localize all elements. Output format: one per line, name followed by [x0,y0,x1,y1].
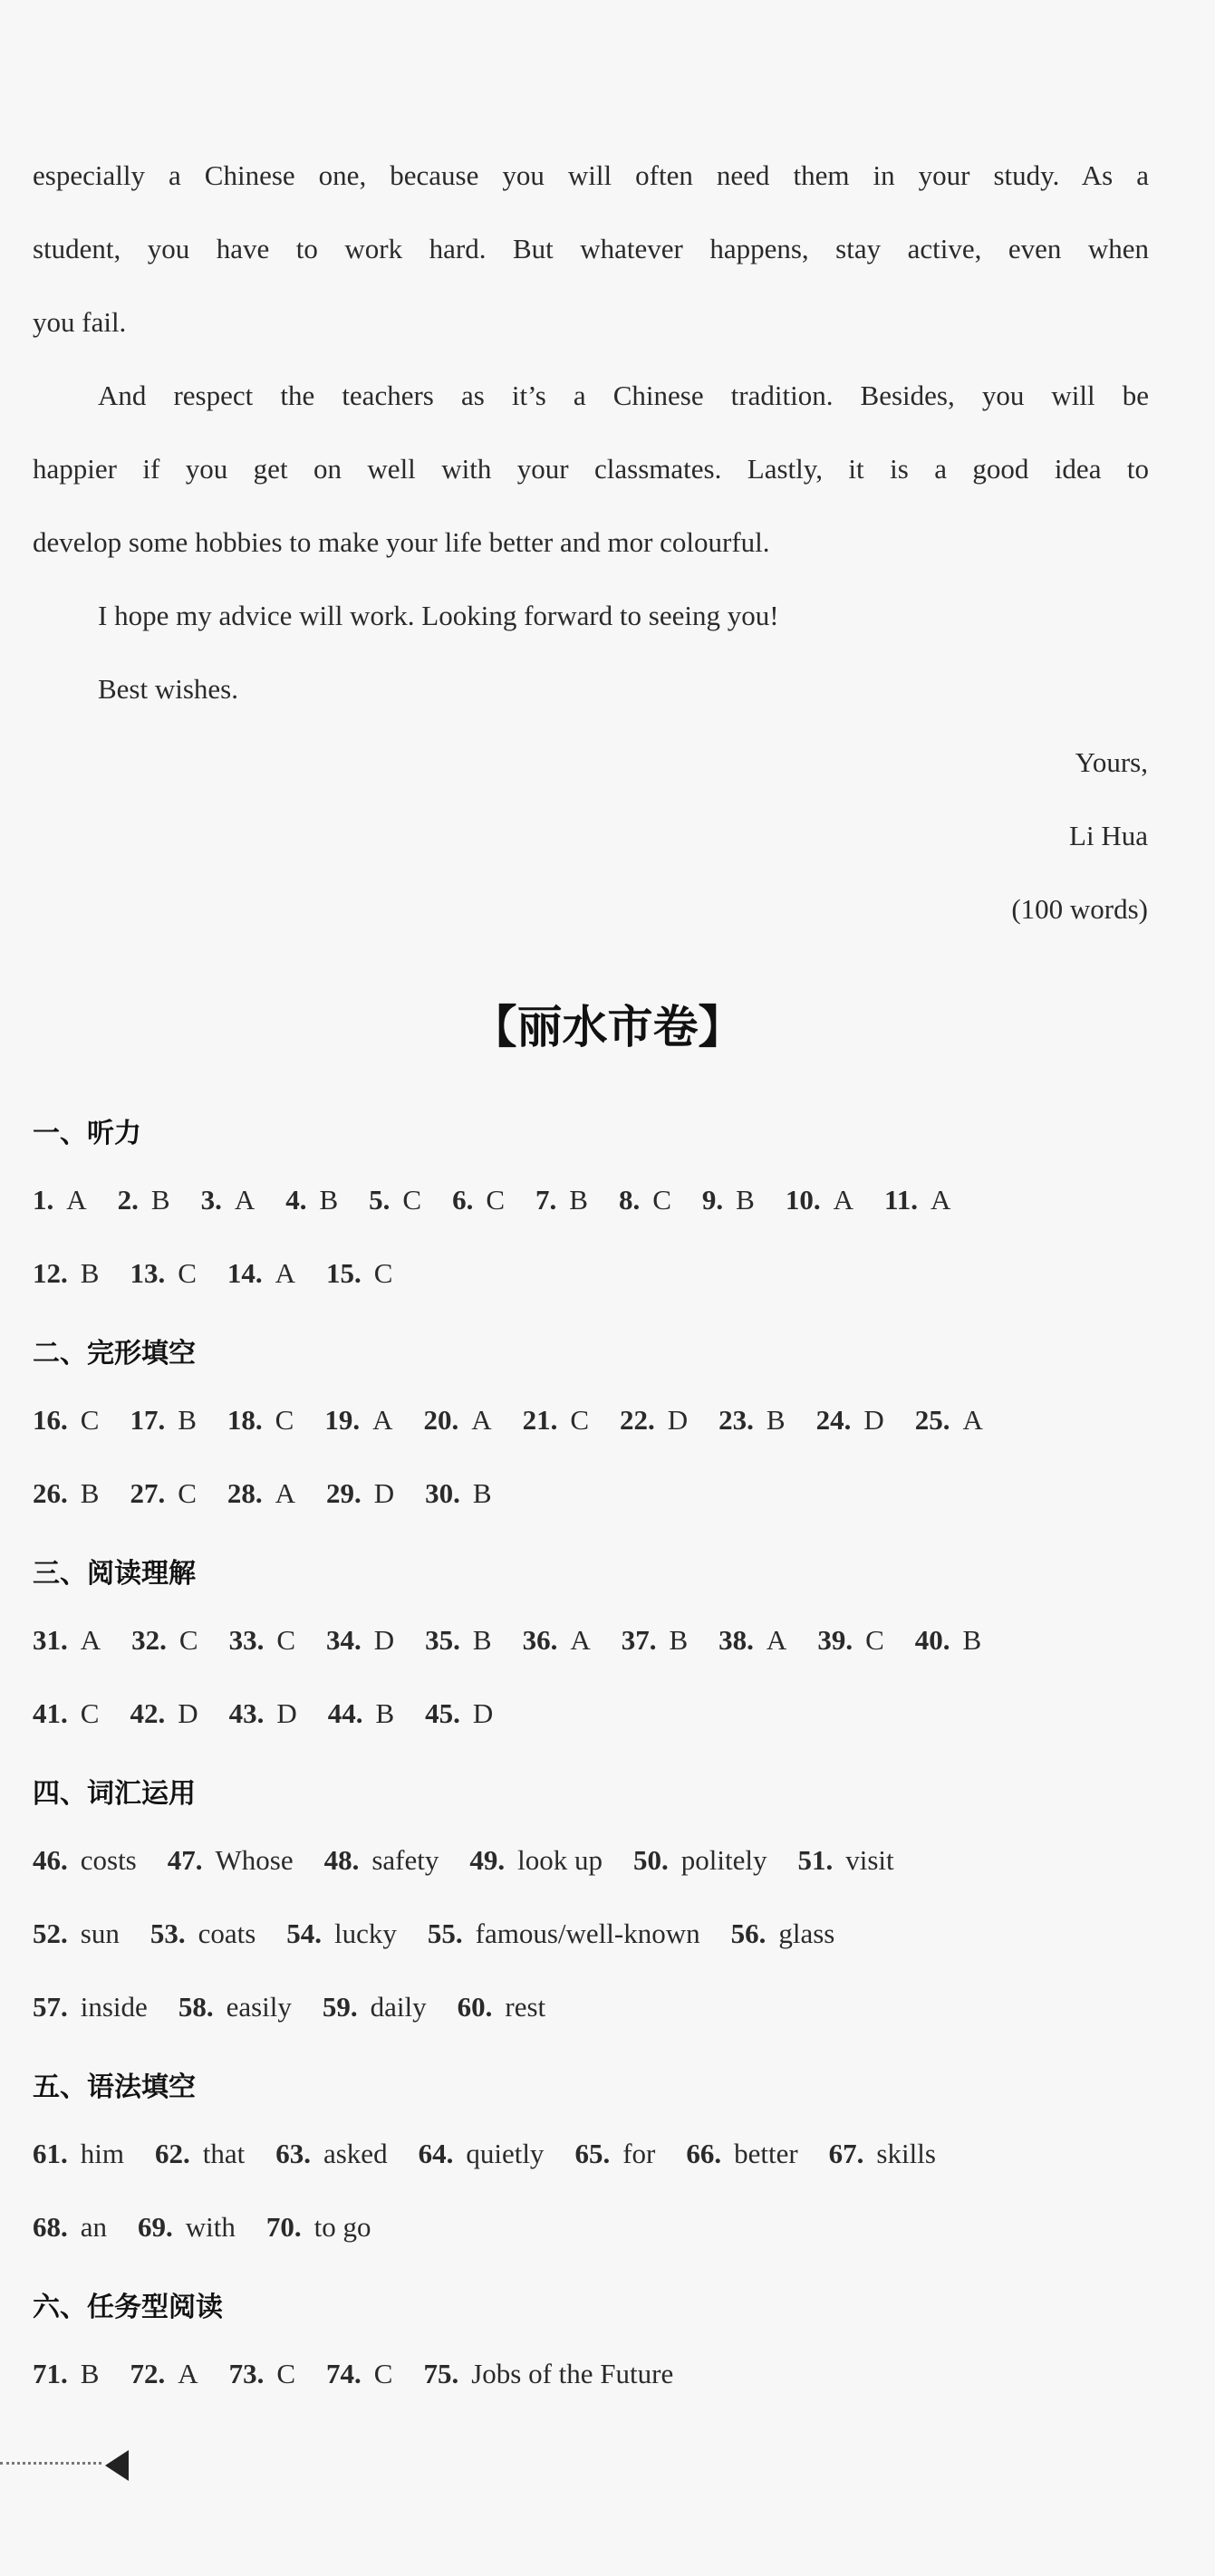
section-heading: 一、听力 [33,1118,141,1149]
letter-line-1: especially a Chinese one, because you will often need them in your study. As a [33,159,1149,191]
question-number: 28. [227,1477,263,1509]
question-number: 3. [200,1184,222,1216]
question-number: 18. [227,1404,263,1436]
question-number: 42. [130,1697,166,1729]
answer-item [323,1991,427,2023]
answer-item [138,2211,236,2244]
answer-value: to go [313,2211,371,2243]
answer-value: A [234,1184,256,1216]
section-heading: 六、任务型阅读 [33,2292,223,2323]
answer-item [884,1184,950,1216]
letter-closing: Yours, [1075,746,1148,778]
question-number: 36. [522,1624,558,1656]
answer-item [369,1184,421,1216]
question-number: 21. [522,1404,558,1436]
answer-item [324,1404,392,1437]
answer-value: A [66,1184,87,1216]
answer-value: B [472,1477,492,1509]
answer-item [227,1477,295,1510]
question-number: 65. [574,2138,611,2169]
answer-row [33,2211,402,2244]
answer-value: D [178,1697,198,1729]
answer-item [33,1624,101,1657]
question-number: 22. [620,1404,655,1436]
answer-item [130,1697,198,1730]
answer-value: for [622,2138,656,2169]
answer-value: A [931,1184,951,1216]
question-number: 33. [228,1624,265,1656]
answer-row [33,1184,981,1216]
question-number: 31. [33,1624,68,1656]
answer-item [227,1404,294,1437]
question-number: 53. [149,1918,186,1949]
answer-value: Jobs of the Future [471,2358,674,2389]
answer-row [33,1477,523,1510]
question-number: 67. [828,2138,864,2169]
question-number: 19. [324,1404,361,1436]
answer-item [686,2138,797,2170]
answer-row [33,1404,1014,1437]
question-number: 69. [138,2211,173,2243]
answer-value: lucky [334,1918,397,1949]
answer-value: visit [845,1844,894,1876]
answer-item [452,1184,505,1216]
question-number: 10. [785,1184,821,1216]
question-number: 24. [815,1404,852,1436]
question-number: 5. [369,1184,391,1216]
answer-item [227,1257,295,1290]
question-number: 39. [817,1624,853,1656]
answer-item [33,1697,99,1730]
question-number: 25. [914,1404,950,1436]
question-number: 74. [326,2358,362,2389]
answer-row [33,2358,704,2390]
answer-value: D [472,1697,494,1729]
answer-value: an [80,2211,108,2243]
answer-item [168,1844,294,1877]
answer-row [33,2138,967,2170]
question-number: 51. [797,1844,834,1876]
letter-line-6: develop some hobbies to make your life better and mor colourful. [33,526,770,558]
answer-value: A [275,1477,296,1509]
answer-item [33,1991,148,2023]
answer-value: C [373,1257,393,1289]
answer-value: quietly [466,2138,545,2169]
answer-item [469,1844,603,1877]
answer-item [620,1404,688,1437]
question-number: 72. [130,2358,166,2389]
question-number: 41. [33,1697,68,1729]
answer-value: with [185,2211,236,2243]
question-number: 7. [535,1184,557,1216]
question-number: 35. [425,1624,460,1656]
answer-value: B [80,1257,100,1289]
question-number: 9. [701,1184,724,1216]
letter-line-8: Best wishes. [98,673,238,705]
question-number: 20. [423,1404,459,1436]
answer-item [324,1844,439,1877]
answer-value: C [865,1624,884,1656]
answer-item [326,2358,392,2390]
question-number: 46. [33,1844,68,1876]
answer-item [33,1844,137,1877]
answer-item [150,1918,256,1950]
answer-value: asked [323,2138,388,2169]
answer-item [702,1184,755,1216]
answer-value: D [667,1404,689,1436]
question-number: 13. [130,1257,166,1289]
answer-item [425,1477,491,1510]
answer-item [423,2358,673,2390]
question-number: 37. [621,1624,657,1656]
answer-item [33,1918,120,1950]
answer-value: A [178,2358,198,2389]
letter-line-7: I hope my advice will work. Looking forward to seeing you! [98,600,779,631]
answer-row [33,1918,865,1950]
question-number: 1. [33,1184,54,1216]
section-heading: 三、阅读理解 [33,1558,196,1590]
answer-item [201,1184,256,1216]
answer-row [33,1844,925,1877]
answer-item [275,2138,387,2170]
question-number: 27. [130,1477,166,1509]
answer-row [33,1991,576,2023]
question-number: 12. [33,1257,68,1289]
question-number: 2. [117,1184,139,1216]
question-number: 14. [227,1257,263,1289]
answer-item [523,1404,589,1437]
word-count: (100 words) [1011,893,1148,925]
answer-value: B [375,1697,395,1729]
answer-value: A [80,1624,101,1656]
answer-value: D [863,1404,884,1436]
answer-value: A [471,1404,492,1436]
answer-value: C [178,1624,198,1656]
answer-value: B [962,1624,982,1656]
question-number: 44. [327,1697,363,1729]
answer-value: daily [370,1991,427,2023]
answer-value: C [276,2358,296,2389]
answer-item [731,1918,835,1950]
answer-value: C [80,1697,100,1729]
question-number: 34. [326,1624,362,1656]
answer-value: D [373,1477,395,1509]
answer-item [425,1697,493,1730]
answer-value: C [652,1184,671,1216]
letter-line-3: you fail. [33,306,127,338]
answer-value: C [178,1257,197,1289]
page-arrow-icon [105,2450,129,2481]
answer-item [718,1404,785,1437]
question-number: 66. [686,2138,722,2169]
answer-value: C [402,1184,422,1216]
question-number: 6. [452,1184,474,1216]
answer-value: C [570,1404,590,1436]
answer-row [33,1257,423,1290]
answer-value: costs [80,1844,137,1876]
answer-value: B [472,1624,492,1656]
answer-item [425,1624,491,1657]
answer-item [229,2358,295,2390]
answer-row [33,1624,1012,1657]
question-number: 59. [322,1991,358,2023]
answer-value: easily [226,1991,292,2023]
answer-value: D [276,1697,297,1729]
answer-item [130,1257,196,1290]
answer-item [131,1624,198,1657]
answer-item [326,1257,392,1290]
question-number: 63. [275,2138,311,2169]
answer-item [622,1624,688,1657]
answer-value: that [202,2138,246,2169]
answer-item [118,1184,170,1216]
answer-value: skills [876,2138,936,2169]
letter-line-5: happier if you get on well with your classmates. Lastly, it is a good idea to [33,453,1149,485]
answer-item [619,1184,671,1216]
question-number: 71. [33,2358,68,2389]
answer-item [523,1624,591,1657]
answer-item [574,2138,655,2170]
answer-item [155,2138,245,2170]
answer-value: rest [505,1991,546,2023]
answer-value: famous/well-known [475,1918,700,1949]
answer-value: glass [778,1918,835,1949]
answer-item [915,1404,983,1437]
answer-item [33,1184,87,1216]
question-number: 60. [457,1991,493,2023]
question-number: 4. [285,1184,307,1216]
question-number: 43. [228,1697,265,1729]
answer-value: C [80,1404,100,1436]
question-number: 38. [718,1624,754,1656]
answer-item [33,1257,99,1290]
answer-item [328,1697,394,1730]
answer-item [915,1624,981,1657]
answer-value: A [962,1404,983,1436]
answer-value: look up [517,1844,603,1876]
letter-line-2: student, you have to work hard. But whatever happens, stay active, even when [33,233,1149,264]
answer-value: D [373,1624,395,1656]
answer-item [829,2138,936,2170]
question-number: 32. [131,1624,167,1656]
question-number: 64. [418,2138,454,2169]
answer-item [458,1991,546,2023]
answer-value: safety [371,1844,439,1876]
letter-line-4: And respect the teachers as it’s a Chinese tradition. Besides, you will be [98,380,1149,411]
answer-row [33,1697,524,1730]
answer-item [786,1184,853,1216]
answer-value: B [80,1477,100,1509]
answer-item [33,2138,124,2170]
answer-item [285,1184,338,1216]
answer-item [130,1477,196,1510]
answer-item [178,1991,292,2023]
answer-value: inside [80,1991,148,2023]
answer-value: A [372,1404,393,1436]
section-title: 【丽水市卷】 [471,1001,744,1053]
question-number: 11. [883,1184,919,1216]
answer-item [326,1624,394,1657]
question-number: 30. [425,1477,460,1509]
answer-value: B [319,1184,339,1216]
answer-item [718,1624,786,1657]
footer-dotted-line [0,2462,101,2465]
answer-value: politely [680,1844,767,1876]
question-number: 68. [33,2211,68,2243]
answer-value: B [150,1184,170,1216]
question-number: 26. [33,1477,68,1509]
question-number: 23. [718,1404,754,1436]
answer-value: him [80,2138,124,2169]
answer-item [130,1404,196,1437]
question-number: 48. [323,1844,360,1876]
answer-value: sun [80,1918,120,1949]
question-number: 16. [33,1404,68,1436]
answer-item [419,2138,545,2170]
question-number: 57. [33,1991,68,2023]
answer-value: B [766,1404,786,1436]
question-number: 15. [326,1257,362,1289]
answer-value: B [669,1624,689,1656]
question-number: 45. [425,1697,460,1729]
question-number: 56. [730,1918,767,1949]
answer-value: C [373,2358,393,2389]
section-heading: 四、词汇运用 [33,1778,196,1810]
answer-value: B [80,2358,100,2389]
answer-item [797,1844,893,1877]
section-heading: 五、语法填空 [33,2071,196,2103]
answer-item [816,1404,884,1437]
answer-value: B [736,1184,755,1216]
answer-item [33,1404,99,1437]
answer-value: C [276,1624,296,1656]
answer-item [33,2211,107,2244]
answer-item [535,1184,588,1216]
answer-item [633,1844,767,1877]
question-number: 73. [228,2358,265,2389]
answer-value: C [178,1477,197,1509]
answer-item [229,1697,297,1730]
answer-value: A [833,1184,853,1216]
answer-item [130,2358,198,2390]
question-number: 55. [427,1918,463,1949]
answer-value: coats [198,1918,256,1949]
answer-value: better [734,2138,798,2169]
question-number: 8. [618,1184,641,1216]
question-number: 61. [33,2138,68,2169]
question-number: 58. [178,1991,214,2023]
question-number: 17. [130,1404,166,1436]
question-number: 50. [633,1844,669,1876]
answer-item [428,1918,700,1950]
answer-item [33,1477,99,1510]
answer-value: B [178,1404,197,1436]
question-number: 70. [265,2211,302,2243]
answer-value: C [486,1184,506,1216]
answer-item [229,1624,295,1657]
answer-item [423,1404,491,1437]
answer-item [33,2358,99,2390]
answer-item [286,1918,397,1950]
answer-value: Whose [215,1844,294,1876]
answer-item [266,2211,371,2244]
question-number: 52. [33,1918,68,1949]
letter-signature: Li Hua [1069,820,1148,851]
answer-item [326,1477,394,1510]
answer-item [817,1624,883,1657]
question-number: 49. [469,1844,506,1876]
answer-value: B [569,1184,588,1216]
question-number: 54. [286,1918,323,1949]
answer-value: A [766,1624,787,1656]
question-number: 62. [154,2138,190,2169]
answer-value: A [570,1624,591,1656]
question-number: 47. [167,1844,203,1876]
answer-value: C [275,1404,294,1436]
question-number: 40. [914,1624,950,1656]
question-number: 29. [326,1477,362,1509]
answer-value: A [275,1257,296,1289]
section-heading: 二、完形填空 [33,1338,196,1370]
question-number: 75. [423,2358,459,2389]
